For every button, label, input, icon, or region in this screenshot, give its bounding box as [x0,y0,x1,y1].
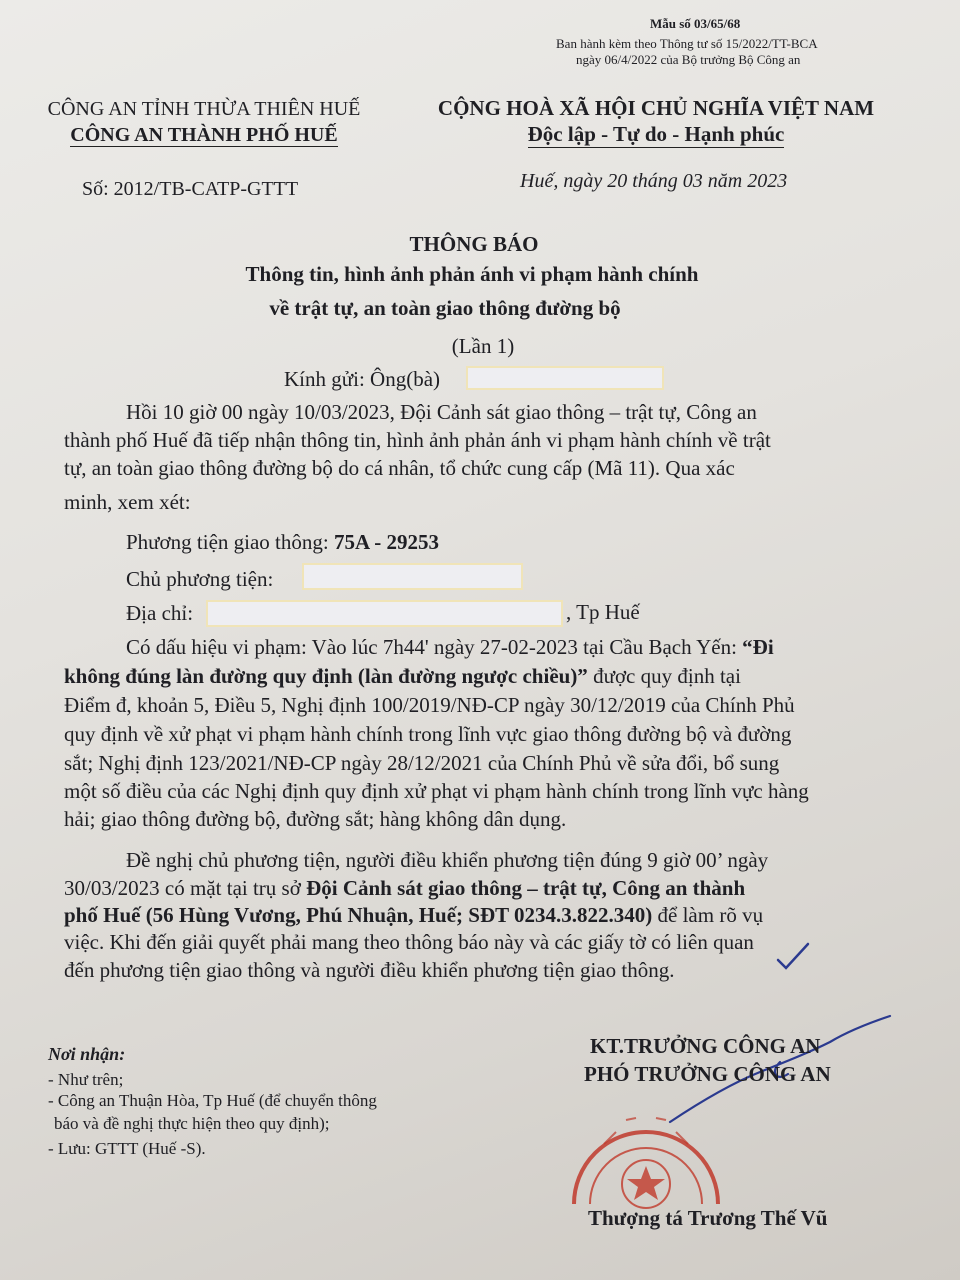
intro-line: minh, xem xét: [64,490,191,514]
signer-name: Thượng tá Trương Thế Vũ [588,1206,828,1230]
violation-line: một số điều của các Nghị định quy định xử phạt vi phạm hành chính trong lĩnh vực hàng [64,779,809,803]
redacted-address [206,600,563,627]
recipient-line: Kính gửi: Ông(bà) [284,367,441,391]
vehicle-line [126,530,439,555]
document-number: Số: 2012/TB-CATP-GTTT [82,178,299,200]
national-motto-text: Độc lập - Tự do - Hạnh phúc [527,122,785,146]
violation-line [126,635,774,660]
document-subtitle-line2: về trật tự, an toàn giao thông đường bộ [269,296,621,320]
signature-title-line1: KT.TRƯỞNG CÔNG AN [590,1034,821,1058]
request-line [64,876,745,901]
violation-line: sắt; Nghị định 123/2021/NĐ-CP ngày 28/12/2021 của Chính Phủ về sửa đổi, bổ sung [64,751,780,775]
form-number: Mẫu số 03/65/68 [650,16,741,31]
request-line [64,903,763,928]
violation-line: hải; giao thông đường bộ, đường sắt; hàng không dân dụng. [64,807,567,831]
request-office: Đội Cảnh sát giao thông – trật tự, Công an thành [306,876,746,900]
document-subtitle-line1: Thông tin, hình ảnh phản ánh vi phạm hành chính [245,262,699,286]
national-title: CỘNG HOÀ XÃ HỘI CHỦ NGHĨA VIỆT NAM [437,96,875,120]
violation-description: không đúng làn đường quy định (làn đường ngược chiều)” [64,664,588,688]
recipients-title: Nơi nhận: [48,1044,126,1064]
pen-tick-mark [774,938,814,978]
document-title: THÔNG BÁO [409,232,539,256]
request-purpose: để làm rõ vụ [652,903,764,927]
violation-line [64,664,741,689]
address-city: , Tp Huế [566,600,640,624]
request-line: đến phương tiện giao thông và người điều khiển phương tiện giao thông. [64,958,675,982]
issued-note-line2: ngày 06/4/2022 của Bộ trưởng Bộ Công an [576,52,801,67]
recipients-item: - Công an Thuận Hòa, Tp Huế (để chuyển thông [48,1091,377,1110]
notice-count: (Lần 1) [451,334,515,358]
violation-quote-start: “Đi [742,635,774,659]
intro-line: tự, an toàn giao thông đường bộ do cá nhân, tổ chức cung cấp (Mã 11). Qua xác [64,456,735,480]
recipients-item: - Lưu: GTTT (Huế -S). [48,1139,206,1158]
violation-line: Điểm đ, khoản 5, Điều 5, Nghị định 100/2019/NĐ-CP ngày 30/12/2019 của Chính Phủ [64,693,795,717]
org-name-province: CÔNG AN TỈNH THỪA THIÊN HUẾ [47,98,361,120]
issued-note-line1: Ban hành kèm theo Thông tư số 15/2022/TT-BCA [556,36,818,51]
recipients-item: báo và đề nghị thực hiện theo quy định); [54,1114,330,1133]
owner-label: Chủ phương tiện: [126,567,274,591]
recipients-item: - Như trên; [48,1070,124,1089]
signature-title-line2: PHÓ TRƯỞNG CÔNG AN [584,1062,831,1086]
address-label: Địa chỉ: [126,601,194,625]
redacted-recipient-name [466,366,664,390]
violation-line: quy định về xử phạt vi phạm hành chính trong lĩnh vực giao thông đường bộ và đường [64,722,792,746]
violation-prefix: Có dấu hiệu vi phạm: Vào lúc 7h44' ngày 27-02-2023 tại Cầu Bạch Yến: [126,635,743,659]
request-line: việc. Khi đến giải quyết phải mang theo thông báo này và các giấy tờ có liên quan [64,930,754,954]
violation-regulated: được quy định tại [587,664,741,688]
license-plate: 75A - 29253 [333,530,439,554]
vehicle-label: Phương tiện giao thông: [126,530,329,554]
request-line: Đề nghị chủ phương tiện, người điều khiển phương tiện đúng 9 giờ 00’ ngày [126,848,769,872]
intro-line: thành phố Huế đã tiếp nhận thông tin, hình ảnh phản ánh vi phạm hành chính về trật [64,428,771,452]
redacted-owner-name [302,563,523,590]
place-date: Huế, ngày 20 tháng 03 năm 2023 [520,170,788,192]
org-name-city [24,124,384,147]
national-motto [416,122,896,147]
intro-line: Hồi 10 giờ 00 ngày 10/03/2023, Đội Cảnh sát giao thông – trật tự, Công an [126,400,757,424]
request-date: 30/03/2023 có mặt tại trụ sở [64,876,307,900]
request-office-address: phố Huế (56 Hùng Vương, Phú Nhuận, Huế; SĐT 0234.3.822.340) [64,903,653,927]
org-name-city-text: CÔNG AN THÀNH PHỐ HUẾ [70,124,338,146]
